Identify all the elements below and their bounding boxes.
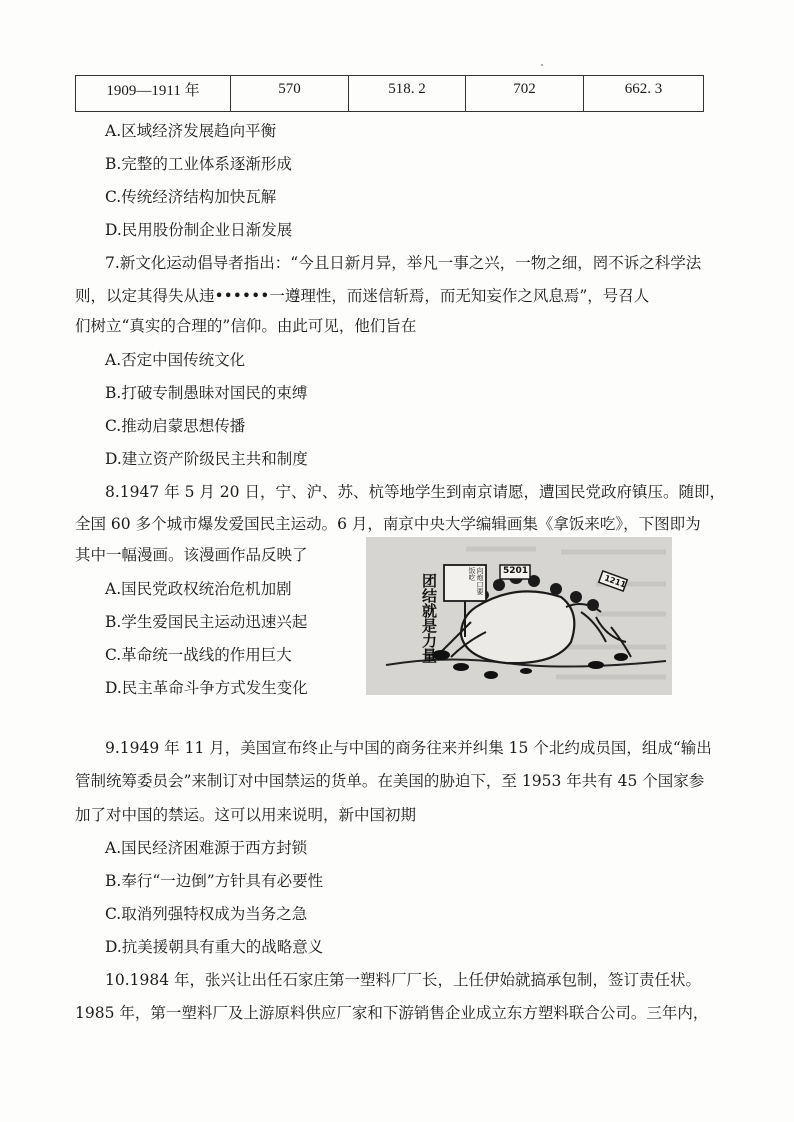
q9-stem-line-1: 9.1949 年 11 月，美国宣布终止与中国的商务往来并纠集 15 个北约成员国，组成“输出 <box>105 739 712 757</box>
q9-option-c: C.取消列强特权成为当务之急 <box>105 905 308 923</box>
q7-stem-line-3: 们树立“真实的合理的”信仰。由此可见，他们旨在 <box>75 317 417 335</box>
cartoon-sign-left: 向炮口要饭吃 <box>468 567 484 595</box>
q7-option-a: A.否定中国传统文化 <box>105 351 246 369</box>
q7-option-c: C.推动启蒙思想传播 <box>105 417 246 435</box>
scan-speck <box>541 64 543 66</box>
q7-option-d: D.建立资产阶级民主共和制度 <box>105 450 308 468</box>
q8-option-d: D.民主革命斗争方式发生变化 <box>105 679 308 697</box>
table-cell-value-4: 662. 3 <box>624 81 663 97</box>
q8-stem-line-3: 其中一幅漫画。该漫画作品反映了 <box>75 546 308 564</box>
q6-option-b: B.完整的工业体系逐渐形成 <box>105 155 292 173</box>
q9-stem-line-3: 加了对中国的禁运。这可以用来说明，新中国初期 <box>75 806 417 824</box>
q8-stem-line-2: 全国 60 多个城市爆发爱国民主运动。6 月，南京中央大学编辑画集《拿饭来吃》，下图即为 <box>75 515 701 533</box>
q7-stem-line-2: 则，以定其得失从违••••••一遵理性，而迷信斩焉，而无知妄作之风息焉”，号召人 <box>75 287 650 305</box>
data-table-row <box>75 75 704 112</box>
q8-option-b: B.学生爱国民主运动迅速兴起 <box>105 613 308 631</box>
cartoon-image <box>366 537 672 695</box>
q10-stem-line-2: 1985 年，第一塑料厂及上游原料供应厂家和下游销售企业成立东方塑料联合公司。三年内， <box>75 1004 709 1022</box>
table-cell-value-3: 702 <box>466 76 584 111</box>
cartoon-date-sign: 5201 <box>503 566 529 576</box>
table-cell-period: 1909—1911 年 <box>76 76 231 111</box>
q7-option-b: B.打破专制愚昧对国民的束缚 <box>105 384 308 402</box>
q9-option-a: A.国民经济困难源于西方封锁 <box>105 839 308 857</box>
q10-stem-line-1: 10.1984 年，张兴让出任石家庄第一塑料厂厂长，上任伊始就搞承包制，签订责任状。 <box>105 971 702 989</box>
table-cell-value-2: 518. 2 <box>349 76 466 111</box>
q6-option-a: A.区域经济发展趋向平衡 <box>105 122 277 140</box>
q9-option-d: D.抗美援朝具有重大的战略意义 <box>105 938 324 956</box>
table-cell-value-1: 570 <box>231 76 349 111</box>
q8-option-c: C.革命统一战线的作用巨大 <box>105 646 292 664</box>
q6-option-d: D.民用股份制企业日渐发展 <box>105 221 293 239</box>
cartoon-date-sign-2: 1211 <box>603 573 628 590</box>
q8-option-a: A.国民党政权统治危机加剧 <box>105 580 292 598</box>
q9-option-b: B.奉行“一边倒”方针具有必要性 <box>105 872 324 890</box>
q6-option-c: C.传统经济结构加快瓦解 <box>105 188 277 206</box>
q7-stem-line-1: 7.新文化运动倡导者指出：“今且日新月异，举凡一事之兴，一物之细，罔不诉之科学法 <box>105 254 702 272</box>
q9-stem-line-2: 管制统筹委员会”来制订对中国禁运的货单。在美国的胁迫下，至 1953 年共有 45 个国家参 <box>75 772 705 790</box>
q8-stem-line-1: 8.1947 年 5 月 20 日，宁、沪、苏、杭等地学生到南京请愿，遭国民党政府镇压。随即， <box>105 483 725 501</box>
cartoon-caption: 团结就是力量 <box>420 573 438 663</box>
